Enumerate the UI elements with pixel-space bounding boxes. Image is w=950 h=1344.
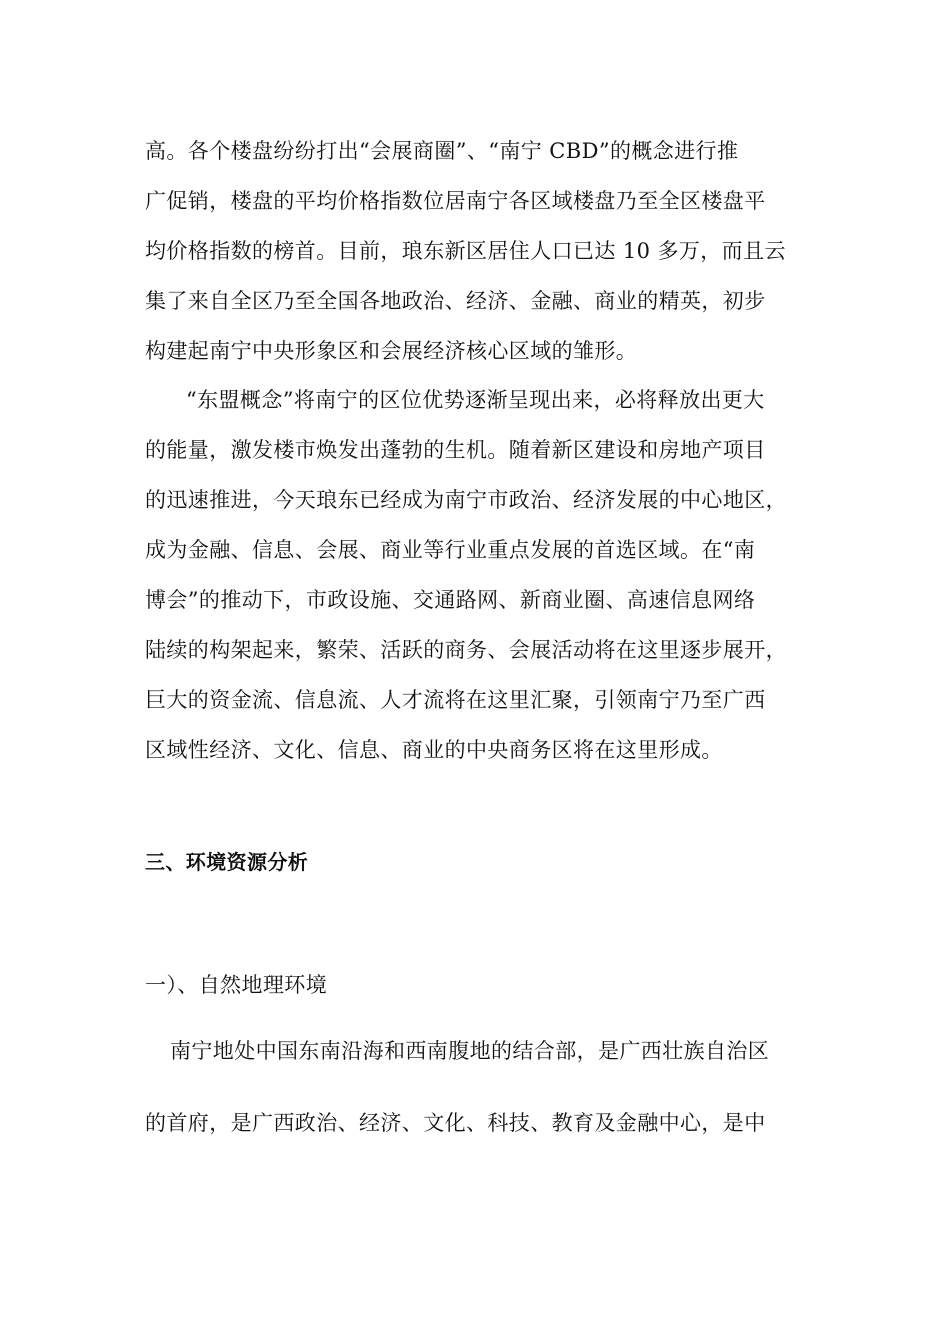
paragraph-line: 的首府，是广西政治、经济、文化、科技、教育及金融中心，是中 xyxy=(145,1111,766,1135)
paragraph-line: 博会”的推动下，市政设施、交通路网、新商业圈、高速信息网络 xyxy=(145,588,756,612)
paragraph-line: 的能量，激发楼市焕发出蓬勃的生机。随着新区建设和房地产项目 xyxy=(145,438,766,462)
paragraph-line: 南宁地处中国东南沿海和西南腹地的结合部，是广西壮族自治区 xyxy=(170,1039,770,1063)
section-heading: 三、环境资源分析 xyxy=(145,850,309,874)
paragraph-line: 的迅速推进，今天琅东已经成为南宁市政治、经济发展的中心地区， xyxy=(145,488,787,512)
paragraph-line: 巨大的资金流、信息流、人才流将在这里汇聚，引领南宁乃至广西 xyxy=(145,688,766,712)
paragraph-line: 区域性经济、文化、信息、商业的中央商务区将在这里形成。 xyxy=(145,738,723,762)
subsection-heading: 一）、自然地理环境 xyxy=(145,973,328,997)
paragraph-line: 陆续的构架起来，繁荣、活跃的商务、会展活动将在这里逐步展开， xyxy=(145,638,787,662)
paragraph-line: 成为金融、信息、会展、商业等行业重点发展的首选区域。在“南 xyxy=(145,538,756,562)
paragraph-line: 广促销，楼盘的平均价格指数位居南宁各区域楼盘乃至全区楼盘平 xyxy=(145,189,766,213)
paragraph-line: 构建起南宁中央形象区和会展经济核心区域的雏形。 xyxy=(145,339,638,363)
paragraph-line: 均价格指数的榜首。目前，琅东新区居住人口已达 10 多万，而且云 xyxy=(145,239,786,263)
paragraph-line: “东盟概念”将南宁的区位优势逐渐呈现出来，必将释放出更大 xyxy=(186,388,765,412)
paragraph-line: 集了来自全区乃至全国各地政治、经济、金融、商业的精英，初步 xyxy=(145,289,766,313)
paragraph-line: 高。各个楼盘纷纷打出“会展商圈”、“南宁 CBD”的概念进行推 xyxy=(145,139,739,163)
